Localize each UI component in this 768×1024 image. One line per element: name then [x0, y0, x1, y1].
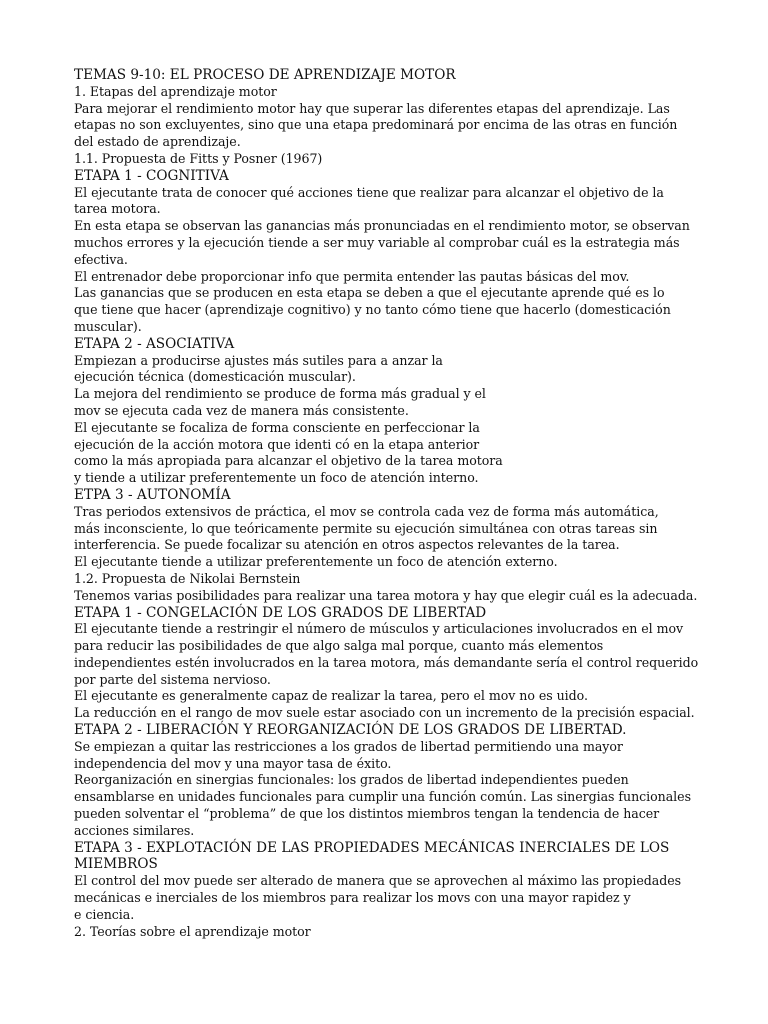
text-line: El ejecutante tiende a restringir el número de músculos y articulaciones involucrados en el mov [74, 621, 684, 637]
text-line: Se empiezan a quitar las restricciones a los grados de libertad permitiendo una mayor [74, 738, 623, 754]
text-line: del estado de aprendizaje. [74, 134, 241, 150]
text-line: mov se ejecuta cada vez de manera más consistente. [74, 402, 409, 418]
text-line: Reorganización en sinergias funcionales: los grados de libertad independientes pueden [74, 772, 629, 788]
text-line: Tenemos varias posibilidades para realizar una tarea motora y hay que elegir cuál es la adecuada. [74, 587, 698, 603]
text-line: independencia del mov y una mayor tasa de éxito. [74, 755, 392, 771]
text-line: Las ganancias que se producen en esta etapa se deben a que el ejecutante aprende qué es lo [74, 285, 665, 301]
text-line: Para mejorar el rendimiento motor hay que superar las diferentes etapas del aprendizaje. Las [74, 100, 670, 116]
text-line: Tras periodos extensivos de práctica, el mov se controla cada vez de forma más automática, [74, 503, 659, 519]
text-line: En esta etapa se observan las ganancias más pronunciadas en el rendimiento motor, se observan [74, 218, 690, 234]
text-line: que tiene que hacer (aprendizaje cognitivo) y no tanto cómo tiene que hacerlo (domesticación [74, 302, 671, 318]
text-line: efectiva. [74, 251, 128, 267]
section-heading: MIEMBROS [74, 856, 158, 873]
text-line: 1. Etapas del aprendizaje motor [74, 83, 277, 99]
text-line: para reducir las posibilidades de que algo salga mal porque, cuanto más elementos [74, 638, 604, 654]
text-line: ejecución de la acción motora que identi có en la etapa anterior [74, 436, 480, 452]
text-line: ensamblarse en unidades funcionales para cumplir una función común. Las sinergias funcionales [74, 789, 691, 805]
text-line: 1.1. Propuesta de Fitts y Posner (1967) [74, 150, 323, 166]
text-line: por parte del sistema nervioso. [74, 671, 271, 687]
section-heading: ETAPA 1 - CONGELACIÓN DE LOS GRADOS DE LIBERTAD [74, 604, 487, 621]
text-line: interferencia. Se puede focalizar su atención en otros aspectos relevantes de la tarea. [74, 537, 620, 553]
text-line: ejecución técnica (domesticación muscular). [74, 369, 356, 385]
text-line: mecánicas e inerciales de los miembros para realizar los movs con una mayor rapidez y [74, 890, 631, 906]
text-line: La mejora del rendimiento se produce de forma más gradual y el [74, 386, 486, 402]
text-line: como la más apropiada para alcanzar el objetivo de la tarea motora [74, 453, 503, 469]
text-line: y tiende a utilizar preferentemente un foco de atención interno. [74, 470, 479, 486]
text-line: El ejecutante se focaliza de forma consciente en perfeccionar la [74, 419, 480, 435]
text-line: muscular). [74, 318, 142, 334]
text-line: más inconsciente, lo que teóricamente permite su ejecución simultánea con otras tareas sin [74, 520, 658, 536]
text-line: independientes estén involucrados en la tarea motora, más demandante sería el control requerido [74, 654, 699, 670]
text-line: Empiezan a producirse ajustes más sutiles para a anzar la [74, 352, 443, 368]
text-line: pueden solventar el “problema” de que los distintos miembros tengan la tendencia de hacer [74, 806, 660, 822]
text-line: El ejecutante trata de conocer qué acciones tiene que realizar para alcanzar el objetivo de la [74, 184, 664, 200]
section-heading: ETAPA 1 - COGNITIVA [74, 167, 229, 184]
section-heading: TEMAS 9-10: EL PROCESO DE APRENDIZAJE MOTOR [74, 67, 456, 83]
text-line: El ejecutante tiende a utilizar preferentemente un foco de atención externo. [74, 554, 558, 570]
text-line: El control del mov puede ser alterado de manera que se aprovechen al máximo las propiedades [74, 873, 682, 889]
text-line: acciones similares. [74, 822, 195, 838]
section-heading: ETAPA 3 - EXPLOTACIÓN DE LAS PROPIEDADES MECÁNICAS INERCIALES DE LOS [74, 839, 670, 856]
text-line: El ejecutante es generalmente capaz de realizar la tarea, pero el mov no es uido. [74, 688, 588, 704]
section-heading: ETPA 3 - AUTONOMÍA [74, 486, 231, 503]
text-line: muchos errores y la ejecución tiende a ser muy variable al comprobar cuál es la estrategia más [74, 234, 680, 250]
text-line: El entrenador debe proporcionar info que permita entender las pautas básicas del mov. [74, 268, 630, 284]
document-page [74, 67, 699, 940]
text-line: 1.2. Propuesta de Nikolai Bernstein [74, 570, 301, 586]
text-line: La reducción en el rango de mov suele estar asociado con un incremento de la precisión espacial. [74, 705, 695, 721]
text-line: e ciencia. [74, 906, 135, 922]
text-line: etapas no son excluyentes, sino que una etapa predominará por encima de las otras en función [74, 117, 678, 133]
section-heading: ETAPA 2 - LIBERACIÓN Y REORGANIZACIÓN DE LOS GRADOS DE LIBERTAD. [74, 722, 627, 739]
text-line: 2. Teorías sobre el aprendizaje motor [74, 923, 311, 939]
section-heading: ETAPA 2 - ASOCIATIVA [74, 335, 235, 352]
text-line: tarea motora. [74, 201, 161, 217]
